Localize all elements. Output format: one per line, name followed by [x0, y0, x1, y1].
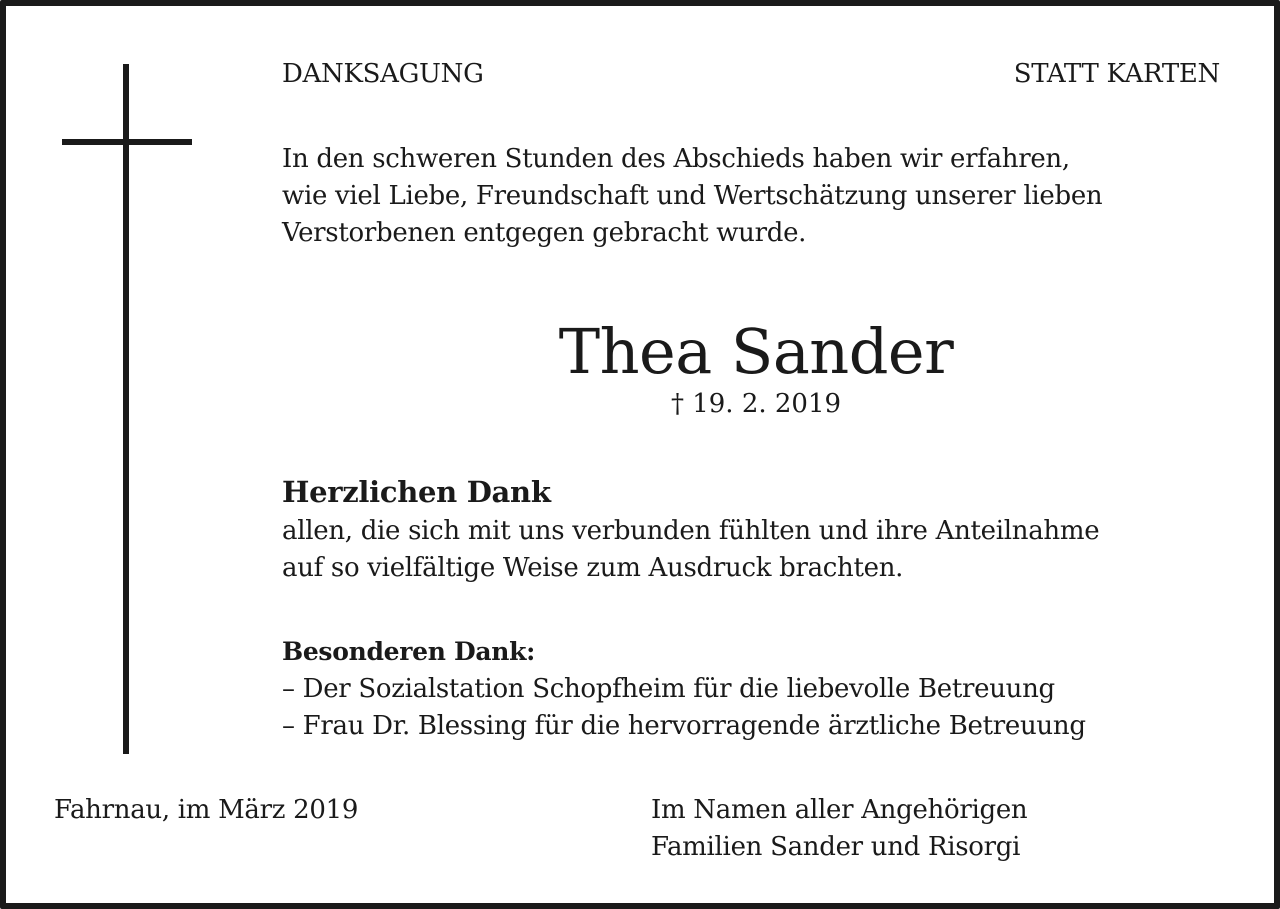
thanks-title: Herzlichen Dank	[282, 475, 551, 509]
cross-icon-horizontal-bar	[62, 139, 192, 145]
death-date: † 19. 2. 2019	[670, 389, 842, 419]
intro-line: In den schweren Stunden des Abschieds haben wir erfahren,	[282, 144, 1070, 174]
signature-line: Im Namen aller Angehörigen	[651, 795, 1028, 825]
signature-block	[651, 792, 1027, 866]
special-thanks-list	[282, 671, 1086, 745]
cross-icon-vertical-bar	[123, 64, 129, 754]
special-thanks-item: – Der Sozialstation Schopfheim für die liebevolle Betreuung	[282, 674, 1055, 704]
intro-paragraph	[282, 141, 1102, 252]
special-thanks-item: – Frau Dr. Blessing für die hervorragende ärztliche Betreuung	[282, 711, 1086, 741]
special-thanks-title: Besonderen Dank:	[282, 637, 536, 666]
place-and-date: Fahrnau, im März 2019	[54, 795, 359, 825]
thanks-line: auf so vielfältige Weise zum Ausdruck brachten.	[282, 553, 904, 583]
signature-line: Familien Sander und Risorgi	[651, 832, 1021, 862]
thanks-line: allen, die sich mit uns verbunden fühlten und ihre Anteilnahme	[282, 516, 1100, 546]
deceased-name: Thea Sander	[558, 315, 954, 388]
heading-statt-karten: STATT KARTEN	[1013, 59, 1220, 89]
intro-line: Verstorbenen entgegen gebracht wurde.	[282, 218, 807, 248]
heading-danksagung: DANKSAGUNG	[282, 59, 484, 89]
intro-line: wie viel Liebe, Freundschaft und Wertschätzung unserer lieben	[282, 181, 1103, 211]
thanks-paragraph	[282, 513, 1099, 587]
